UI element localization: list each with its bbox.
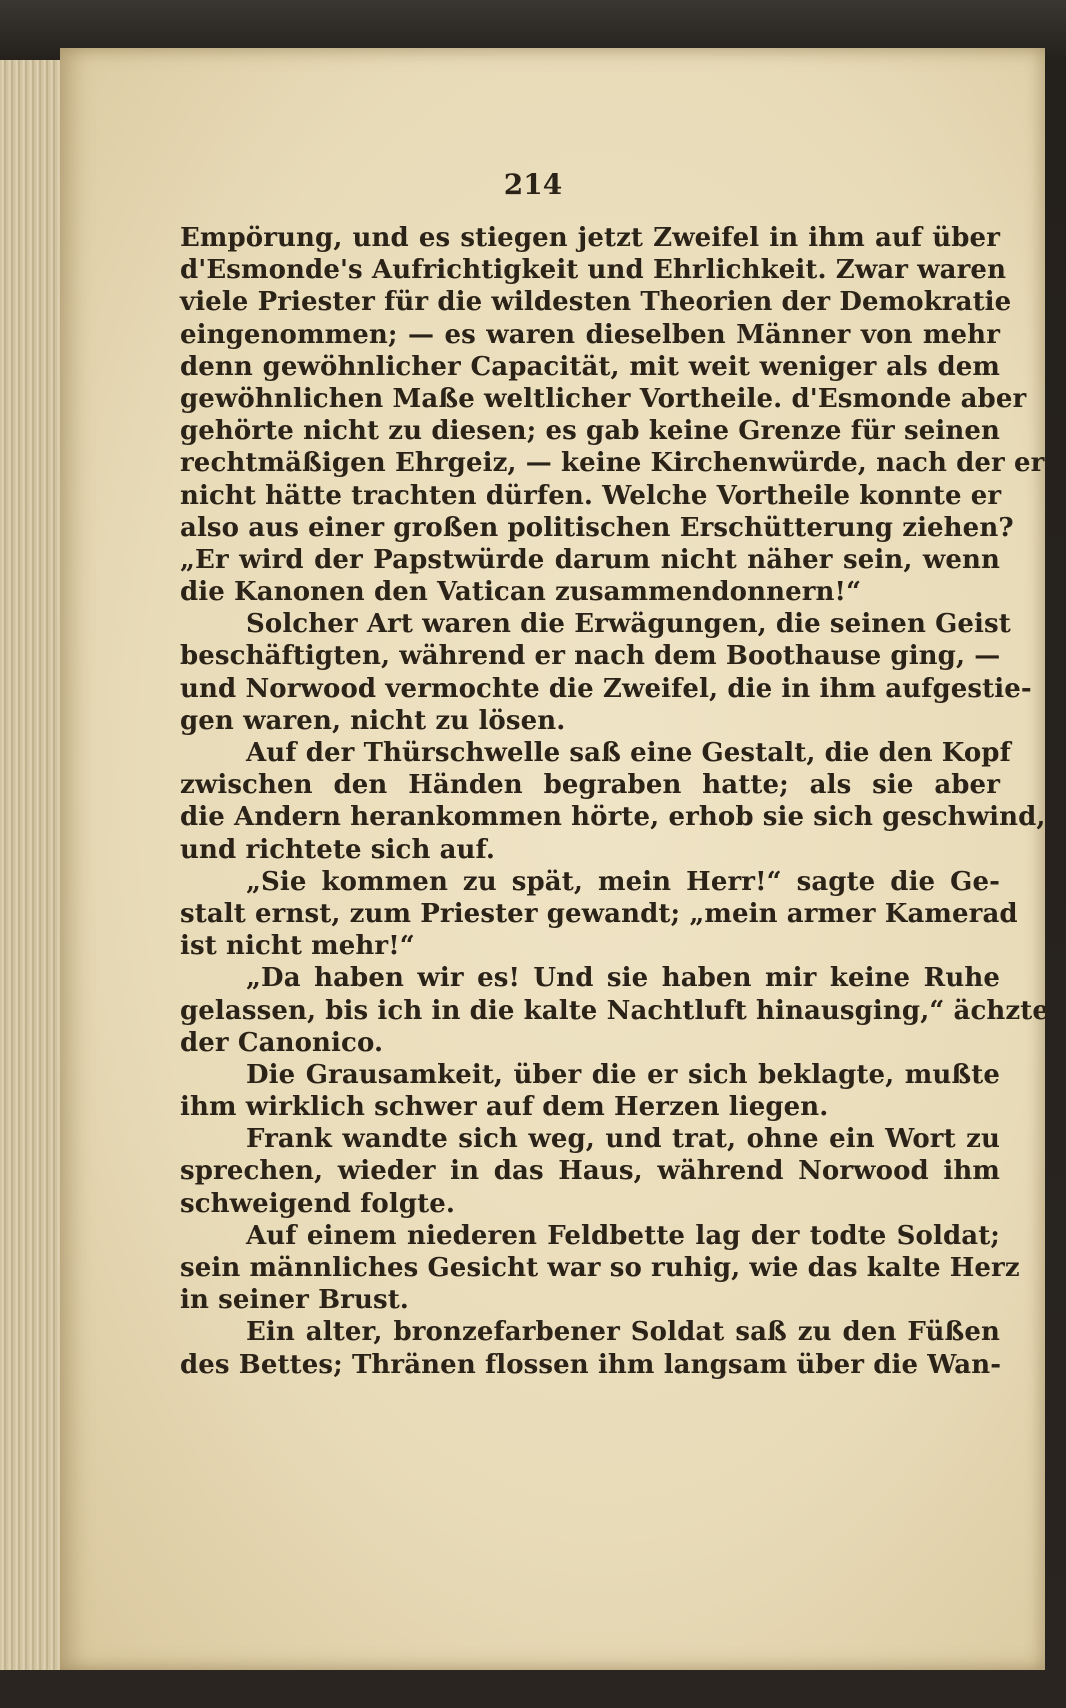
body-text	[180, 222, 1050, 1381]
text-line: die Andern herankommen hörte, erhob sie sich geschwind,	[180, 802, 1046, 833]
text-line: die Kanonen den Vatican zusammendonnern!“	[180, 577, 862, 608]
paragraph	[180, 222, 1045, 608]
text-line: gen waren, nicht zu lösen.	[180, 705, 566, 736]
text-line: des Bettes; Thränen flossen ihm langsam über die Wan-	[180, 1349, 1002, 1380]
text-line: und richtete sich auf.	[180, 834, 496, 865]
paragraph	[180, 1316, 1000, 1380]
text-line: ihm wirklich schwer auf dem Herzen liegen.	[180, 1092, 829, 1123]
text-line: stalt ernst, zum Priester gewandt; „mein armer Kamerad	[180, 898, 1018, 929]
text-line: der Canonico.	[180, 1027, 384, 1058]
text-line: Ein alter, bronzefarbener Soldat saß zu den Füßen	[246, 1317, 1000, 1348]
text-line: Empörung, und es stiegen jetzt Zweifel in ihm auf über	[180, 223, 1000, 253]
paragraph	[180, 1220, 1020, 1317]
paragraph	[180, 608, 1032, 737]
paragraph	[180, 737, 1046, 866]
text-line: sprechen, wieder in das Haus, während Norwood ihm	[180, 1156, 1000, 1187]
text-line: schweigend folgte.	[180, 1188, 456, 1219]
text-line: „Sie kommen zu spät, mein Herr!“ sagte die Ge-	[246, 866, 1000, 897]
text-line: gewöhnlichen Maße weltlicher Vortheile. d'Esmonde aber	[180, 383, 1027, 414]
text-line: d'Esmonde's Aufrichtigkeit und Ehrlichkeit. Zwar waren	[180, 255, 1007, 286]
text-line: Auf der Thürschwelle saß eine Gestalt, die den Kopf	[246, 738, 1011, 768]
paragraph	[180, 866, 1018, 963]
text-line: gehörte nicht zu diesen; es gab keine Grenze für seinen	[180, 416, 1000, 447]
text-line: denn gewöhnlicher Capacität, mit weit weniger als dem	[180, 351, 1000, 382]
paragraph	[180, 1059, 1000, 1123]
text-line: ist nicht mehr!“	[180, 931, 415, 962]
paragraph	[180, 1123, 1000, 1220]
text-line: gelassen, bis ich in die kalte Nachtluft hinausging,“ ächzte	[180, 995, 1050, 1026]
text-line: in seiner Brust.	[180, 1285, 409, 1316]
text-line: nicht hätte trachten dürfen. Welche Vortheile konnte er	[180, 480, 1002, 511]
text-line: und Norwood vermochte die Zweifel, die in ihm aufgestie-	[180, 673, 1032, 704]
text-line: Frank wandte sich weg, und trat, ohne ein Wort zu	[246, 1124, 1000, 1155]
text-line: Die Grausamkeit, über die er sich beklagte, mußte	[246, 1059, 1000, 1090]
text-line: beschäftigten, während er nach dem Boothause ging, —	[180, 641, 1001, 672]
text-line: „Da haben wir es! Und sie haben mir keine Ruhe	[246, 963, 1000, 994]
text-line: eingenommen; — es waren dieselben Männer von mehr	[180, 319, 1000, 350]
page-stack-edge	[0, 60, 62, 1670]
page-number: 214	[503, 168, 563, 201]
paragraph	[180, 962, 1050, 1059]
text-line: zwischen den Händen begraben hatte; als sie aber	[180, 770, 1000, 801]
text-line: Auf einem niederen Feldbette lag der todte Soldat;	[246, 1220, 1000, 1251]
text-line: also aus einer großen politischen Erschütterung ziehen?	[180, 512, 1014, 543]
text-line: viele Priester für die wildesten Theorien der Demokratie	[180, 287, 1012, 318]
text-line: sein männliches Gesicht war so ruhig, wie das kalte Herz	[180, 1253, 1020, 1283]
text-line: rechtmäßigen Ehrgeiz, — keine Kirchenwürde, nach der er	[180, 448, 1045, 479]
text-line: Solcher Art waren die Erwägungen, die seinen Geist	[246, 609, 1011, 640]
text-line: „Er wird der Papstwürde darum nicht näher sein, wenn	[180, 544, 1000, 575]
